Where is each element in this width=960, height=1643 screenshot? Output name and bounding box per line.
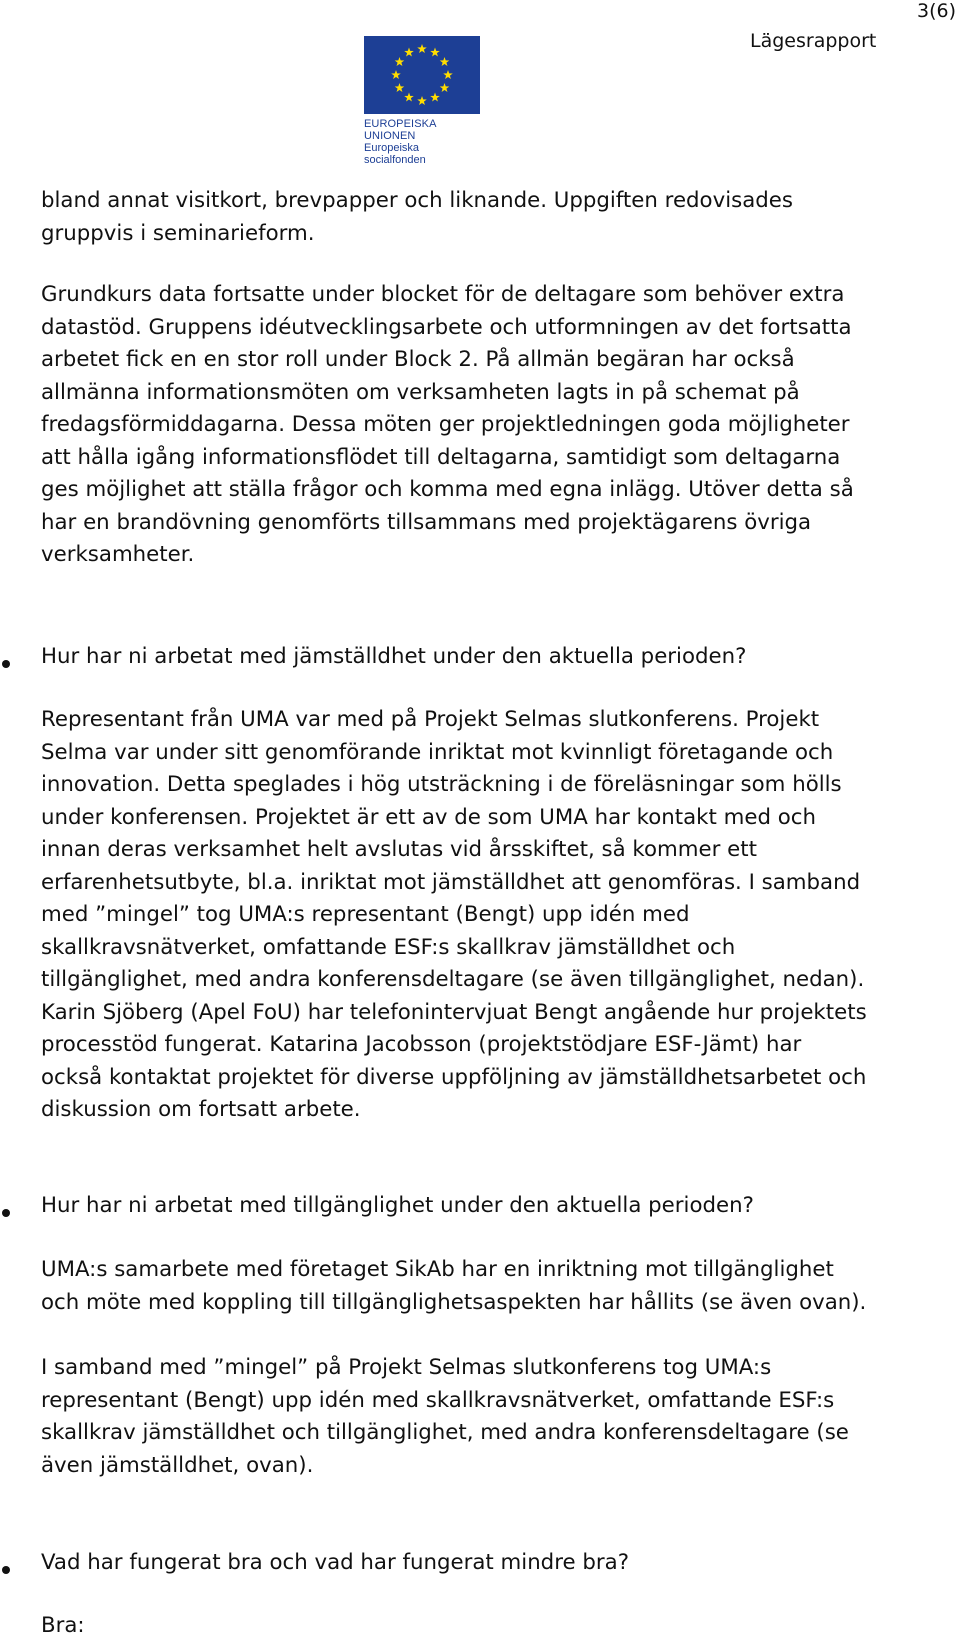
text-line: ges möjlighet att ställa frågor och komma med egna inlägg. Utöver detta så xyxy=(41,477,854,502)
text-line: Selma var under sitt genomförande inriktat mot kvinnligt företagande och xyxy=(41,739,834,765)
document-type: Lägesrapport xyxy=(750,30,877,52)
question-what-worked: Vad har fungerat bra och vad har fungerat mindre bra? xyxy=(41,1550,629,1575)
text-line: erfarenhetsutbyte, bl.a. inriktat mot jämställdhet att genomföras. I samband xyxy=(41,869,861,895)
text-line: skallkrav jämställdhet och tillgänglighet, med andra konferensdeltagare (se xyxy=(41,1420,849,1445)
text-line: även jämställdhet, ovan). xyxy=(41,1452,314,1478)
text-line: I samband med ”mingel” på Projekt Selmas slutkonferens tog UMA:s xyxy=(41,1355,772,1380)
text-line: bland annat visitkort, brevpapper och liknande. Uppgiften redovisades xyxy=(41,188,793,213)
text-line: skallkravsnätverket, omfattande ESF:s skallkrav jämställdhet och xyxy=(41,934,736,960)
bullet-icon xyxy=(2,660,10,668)
text-line: UMA:s samarbete med företaget SikAb har en inriktning mot tillgänglighet xyxy=(41,1257,834,1282)
text-line: också kontaktat projektet för diverse uppföljning av jämställdhetsarbetet och xyxy=(41,1064,867,1090)
text-line: fredagsförmiddagarna. Dessa möten ger projektledningen goda möjligheter xyxy=(41,412,850,437)
text-line: representant (Bengt) upp idén med skallkravsnätverket, omfattande ESF:s xyxy=(41,1387,835,1413)
bullet-icon xyxy=(2,1209,10,1217)
logo-line-1: EUROPEISKA UNIONEN xyxy=(364,118,436,142)
text-line: Representant från UMA var med på Projekt Selmas slutkonferens. Projekt xyxy=(41,707,820,732)
paragraph-3 xyxy=(41,704,921,1127)
text-line: processtöd fungerat. Katarina Jacobsson (projektstödjare ESF-Jämt) har xyxy=(41,1032,802,1057)
text-line: arbetet fick en en stor roll under Block 2. På allmän begäran har också xyxy=(41,347,795,372)
eu-logo xyxy=(364,36,482,166)
page-number: 3(6) xyxy=(916,0,956,22)
logo-line-2: Europeiska socialfonden xyxy=(364,142,426,166)
text-line: allmänna informationsmöten om verksamheten lagts in på schemat på xyxy=(41,379,800,405)
text-line: Grundkurs data fortsatte under blocket för de deltagare som behöver extra xyxy=(41,282,845,307)
text-line: innan deras verksamhet helt avslutas vid årsskiftet, så kommer ett xyxy=(41,837,757,862)
text-line: diskussion om fortsatt arbete. xyxy=(41,1097,361,1122)
text-line: med ”mingel” tog UMA:s representant (Bengt) upp idén med xyxy=(41,902,690,927)
paragraph-2 xyxy=(41,279,921,572)
text-line: under konferensen. Projektet är ett av de som UMA har kontakt med och xyxy=(41,804,816,830)
text-line: och möte med koppling till tillgänglighetsaspekten har hållits (se även ovan). xyxy=(41,1289,867,1315)
question-equality: Hur har ni arbetat med jämställdhet under den aktuella perioden? xyxy=(41,644,747,669)
question-accessibility: Hur har ni arbetat med tillgänglighet under den aktuella perioden? xyxy=(41,1193,754,1218)
text-line: gruppvis i seminarieform. xyxy=(41,220,315,246)
text-line: verksamheter. xyxy=(41,542,195,567)
label-bra: Bra: xyxy=(41,1613,85,1638)
text-line: att hålla igång informationsflödet till deltagarna, samtidigt som deltagarna xyxy=(41,444,841,470)
text-line: datastöd. Gruppens idéutvecklingsarbete och utformningen av det fortsatta xyxy=(41,314,852,340)
eu-flag-icon xyxy=(364,36,480,114)
paragraph-4 xyxy=(41,1254,921,1319)
paragraph-5 xyxy=(41,1352,921,1482)
text-line: innovation. Detta speglades i hög utsträckning i de föreläsningar som hölls xyxy=(41,772,842,797)
paragraph-1 xyxy=(41,185,921,250)
text-line: Karin Sjöberg (Apel FoU) har telefonintervjuat Bengt angående hur projektets xyxy=(41,999,867,1025)
bullet-icon xyxy=(2,1566,10,1574)
text-line: tillgänglighet, med andra konferensdeltagare (se även tillgänglighet, nedan). xyxy=(41,967,865,992)
text-line: har en brandövning genomförts tillsammans med projektägarens övriga xyxy=(41,509,812,535)
